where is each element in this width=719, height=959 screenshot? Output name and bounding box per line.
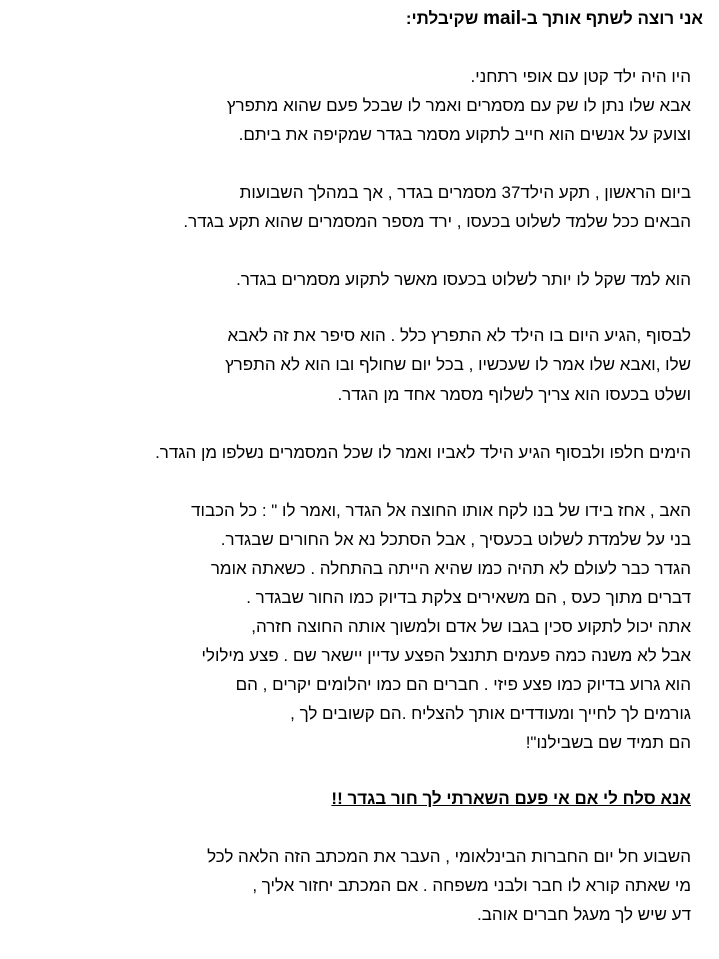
closing-line-3: דע שיש לך מעגל חברים אוהב.	[477, 905, 691, 924]
story-line-15: אתה יכול לתקוע סכין בגבו של אדם ולמשוך אותה החוצה חזרה,	[251, 617, 691, 636]
story-line-16: אבל לא משנה כמה פעמים תתנצל הפצע עדיין יישאר שם . פצע מילולי	[201, 646, 691, 665]
apology-note: אנא סלח לי אם אי פעם השארתי לך חור בגדר !!	[331, 789, 691, 808]
title-suffix: שקיבלתי:	[405, 9, 484, 28]
story-line-17: הוא גרוע בדיוק כמו פצע פיזי . חברים הם כמו יהלומים יקרים , הם	[235, 675, 691, 694]
story-line-8: שלו ,ואבא שלו אמר לו שעכשיו , בכל יום שחולף ובו הוא לא התפרץ	[225, 355, 691, 374]
closing-line-1: השבוע חל יום החברות הבינלאומי , העבר את המכתב הזה הלאה לכל	[207, 847, 691, 866]
story-line-7: לבסוף ,הגיע היום בו הילד לא התפרץ כלל . הוא סיפר את זה לאבא	[227, 326, 691, 345]
story-line-10: הימים חלפו ולבסוף הגיע הילד לאביו ואמר לו שכל המסמרים נשלפו מן הגדר.	[155, 443, 691, 462]
story-line-18: גורמים לך לחייך ומעודדים אותך להצליח .הם קשובים לך ,	[290, 704, 691, 723]
closing-line-2: מי שאתה קורא לו חבר ולבני משפחה . אם המכתב יחזור אליך ,	[252, 876, 691, 895]
story-line-3: וצועק על אנשים הוא חייב לתקוע מסמר בגדר שמקיפה את ביתם.	[238, 125, 691, 144]
story-line-6: הוא למד שקל לו יותר לשלוט בכעסו מאשר לתקוע מסמרים בגדר.	[236, 270, 691, 289]
story-line-13: הגדר כבר לעולם לא תהיה כמו שהיא הייתה בהתחלה . כשאתה אומר	[210, 559, 691, 578]
story-line-12: בני על שלמדת לשלוט בכעסיך , אבל הסתכל נא אל החורים שבגדר.	[220, 530, 691, 549]
title-latin: mail	[483, 8, 522, 29]
story-line-19: הם תמיד שם בשבילנו"!	[525, 733, 691, 752]
story-line-14: דברים מתוך כעס , הם משאירים צלקת בדיוק כמו החור שבגדר .	[246, 588, 691, 607]
title-prefix: אני רוצה לשתף אותך ב-	[521, 9, 703, 28]
story-line-9: ושלט בכעסו הוא צריך לשלוף מסמר אחד מן הגדר.	[337, 385, 691, 404]
story-line-4: ביום הראשון , תקע הילד37 מסמרים בגדר , אך במהלך השבועות	[239, 183, 691, 202]
story-line-11: האב , אחז בידו של בנו לקח אותו החוצה אל הגדר ,ואמר לו " : כל הכבוד	[191, 501, 691, 520]
document-title	[406, 8, 703, 30]
story-line-1: היו היה ילד קטן עם אופי רתחני.	[470, 67, 691, 86]
story-line-2: אבא שלו נתן לו שק עם מסמרים ואמר לו שבכל פעם שהוא מתפרץ	[226, 96, 691, 115]
story-line-5: הבאים ככל שלמד לשלוט בכעסו , ירד מספר המסמרים שהוא תקע בגדר.	[183, 212, 691, 231]
